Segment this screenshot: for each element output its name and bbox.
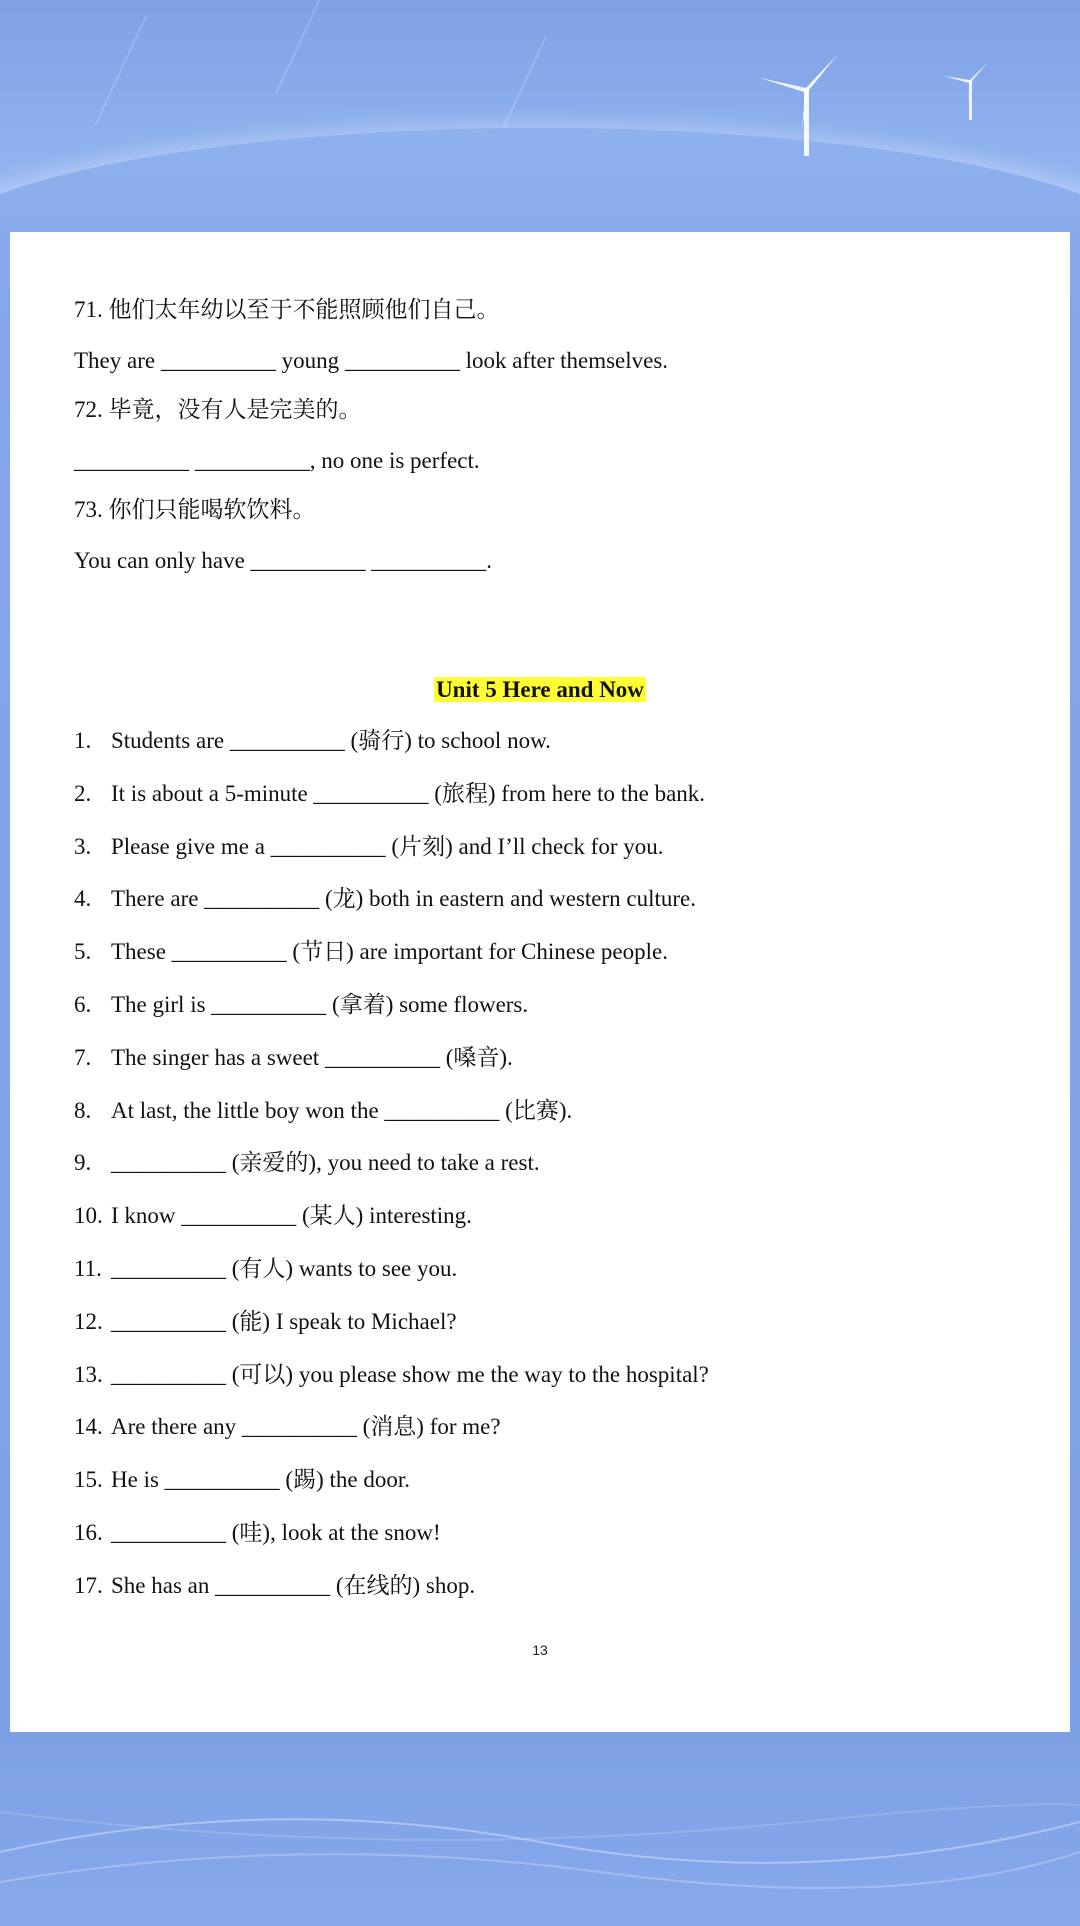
exercise-item [74,1097,572,1125]
exercise-text: __________ (有人) wants to see you. [111,1256,458,1281]
q71-chinese: 71. 他们太年幼以至于不能照顾他们自己。 [74,297,500,322]
exercise-item [74,1519,441,1547]
exercise-item [74,1308,457,1336]
exercise-text: __________ (可以) you please show me the way to the hospital? [111,1362,709,1387]
exercise-item [74,1413,501,1441]
exercise-text: There are __________ (龙) both in eastern and western culture. [111,886,697,911]
unit-heading [10,676,1070,707]
q72-chinese: 72. 毕竟，没有人是完美的。 [74,397,362,422]
exercise-item [74,1466,410,1494]
exercise-item [74,780,705,808]
exercise-item [74,1361,709,1389]
exercise-text: These __________ (节日) are important for Chinese people. [111,939,668,964]
exercise-number: 13. [74,1362,103,1387]
exercise-number: 8. [74,1098,92,1123]
exercise-number: 1. [74,728,92,753]
exercise-number: 10. [74,1203,103,1228]
worksheet-page [10,232,1070,1732]
exercise-item [74,1202,472,1230]
exercise-text: Are there any __________ (消息) for me? [111,1414,501,1439]
exercise-item [74,991,528,1019]
exercise-text: I know __________ (某人) interesting. [111,1203,472,1228]
exercise-number: 14. [74,1414,103,1439]
unit-heading-text: Unit 5 Here and Now [436,677,644,702]
exercise-number: 2. [74,781,92,806]
exercise-item [74,1149,540,1177]
q73-english: You can only have __________ __________. [74,548,493,573]
exercise-number: 5. [74,939,92,964]
q71-english: They are __________ young __________ look after themselves. [74,348,669,373]
exercise-item [74,1572,475,1600]
q72-english: __________ __________, no one is perfect. [74,448,480,473]
exercise-number: 17. [74,1573,103,1598]
exercise-number: 3. [74,834,92,859]
exercise-text: It is about a 5-minute __________ (旅程) from here to the bank. [111,781,706,806]
page-number: 13 [532,1642,548,1658]
exercise-number: 15. [74,1467,103,1492]
exercise-item [74,938,668,966]
exercise-text: __________ (哇), look at the snow! [111,1520,441,1545]
exercise-number: 12. [74,1309,103,1334]
exercise-number: 9. [74,1150,92,1175]
exercise-item [74,1044,513,1072]
exercise-item [74,727,551,755]
small-wind-turbine-icon [940,60,1000,120]
exercise-number: 11. [74,1256,102,1281]
exercise-text: Students are __________ (骑行) to school now. [111,728,551,753]
exercise-text: Please give me a __________ (片刻) and I’ll check for you. [111,834,664,859]
footer-background [0,1732,1080,1926]
exercise-number: 6. [74,992,92,1017]
exercise-text: __________ (能) I speak to Michael? [111,1309,457,1334]
exercise-text: At last, the little boy won the __________ (比赛). [111,1098,573,1123]
exercise-text: He is __________ (踢) the door. [111,1467,410,1492]
wind-turbine-icon [756,48,856,158]
exercise-number: 16. [74,1520,103,1545]
exercise-item [74,885,696,913]
exercise-number: 7. [74,1045,92,1070]
exercise-number: 4. [74,886,92,911]
exercise-item [74,1255,457,1283]
q73-chinese: 73. 你们只能喝软饮料。 [74,497,316,522]
exercise-text: __________ (亲爱的), you need to take a rest. [111,1150,540,1175]
exercise-text: The girl is __________ (拿着) some flowers. [111,992,529,1017]
exercise-text: She has an __________ (在线的) shop. [111,1573,476,1598]
exercise-text: The singer has a sweet __________ (嗓音). [111,1045,513,1070]
header-background [0,0,1080,232]
exercise-item [74,833,663,861]
